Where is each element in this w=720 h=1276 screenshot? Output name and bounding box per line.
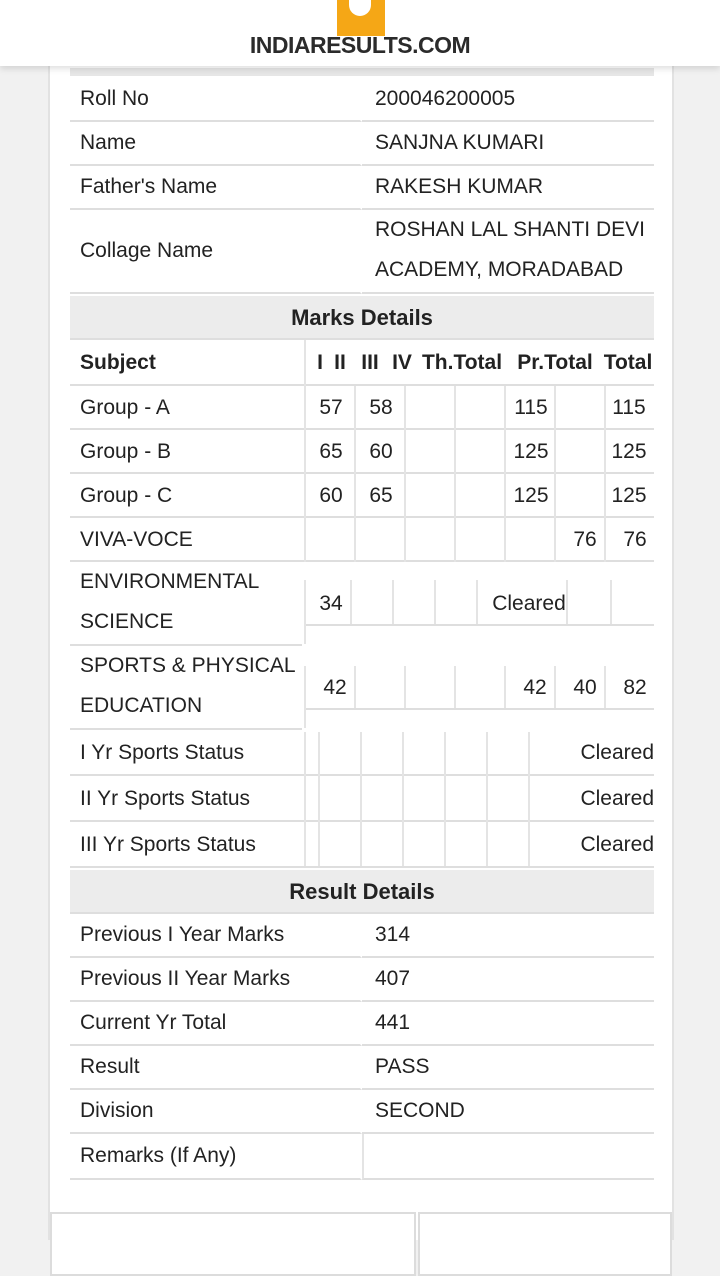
mark-th-total: Cleared: [492, 592, 566, 615]
result-label: Remarks (If Any): [70, 1134, 362, 1180]
col-i: I: [317, 351, 323, 374]
footer-box-right: [418, 1212, 672, 1276]
site-header: [0, 0, 720, 66]
mark-total: 125: [611, 484, 647, 507]
mark-total: 125: [611, 440, 647, 463]
marks-details-heading: Marks Details: [70, 296, 654, 340]
mark-i: 60: [319, 484, 343, 507]
col-total: Total: [603, 351, 653, 374]
result-row: [70, 914, 654, 958]
mark-ii: 60: [369, 440, 393, 463]
subject-name: [80, 562, 259, 642]
subject-name: [80, 646, 296, 726]
father-name-label: Father's Name: [70, 166, 362, 210]
footer-area: [50, 1200, 672, 1260]
name-row: [70, 122, 654, 166]
mark-pr-total: 40: [573, 676, 597, 699]
result-row: [70, 1046, 654, 1090]
marks-row: [70, 430, 654, 474]
mark-ii: 58: [369, 396, 393, 419]
subject-line-2: SCIENCE: [80, 610, 174, 633]
mark-i: 65: [319, 440, 343, 463]
subject-line-2: EDUCATION: [80, 694, 203, 717]
subject-name: II Yr Sports Status: [80, 787, 251, 810]
result-label: Previous I Year Marks: [70, 914, 362, 958]
result-label: Result: [70, 1046, 362, 1090]
marks-row: [70, 730, 654, 776]
result-value: 407: [362, 958, 654, 1002]
college-name-line-2: ACADEMY, MORADABAD: [375, 258, 624, 281]
result-value: PASS: [362, 1046, 654, 1090]
college-name-row: [70, 210, 654, 294]
marks-row: [70, 474, 654, 518]
college-name-line-1: ROSHAN LAL SHANTI DEVI: [375, 218, 645, 241]
mark-total: 115: [612, 396, 646, 419]
subject-name: Group - C: [80, 484, 173, 507]
col-ii: II: [334, 351, 346, 374]
marks-row: [70, 646, 654, 730]
college-name-value: [362, 210, 654, 294]
father-name-value: RAKESH KUMAR: [362, 166, 654, 210]
result-value: 314: [362, 914, 654, 958]
result-row: [70, 1090, 654, 1134]
mark-i: 42: [323, 676, 347, 699]
result-card: [48, 40, 674, 1240]
logo-icon: [337, 0, 385, 36]
mark-th-total: 125: [513, 484, 549, 507]
subject-name: Group - A: [80, 396, 170, 419]
mark-total: Cleared: [580, 741, 654, 764]
mark-total: 82: [623, 676, 647, 699]
result-label: Previous II Year Marks: [70, 958, 362, 1002]
roll-no-value: 200046200005: [362, 78, 654, 122]
result-value: 441: [362, 1002, 654, 1046]
mark-total: 76: [623, 528, 647, 551]
result-row: [70, 958, 654, 1002]
col-th-total: Th.Total: [421, 351, 503, 374]
marks-header-row: [70, 340, 654, 386]
mark-i: 57: [319, 396, 343, 419]
subject-name: I Yr Sports Status: [80, 741, 245, 764]
footer-box-left: [50, 1212, 416, 1276]
mark-th-total: 42: [523, 676, 547, 699]
result-row: [70, 1134, 654, 1180]
subject-line-1: SPORTS & PHYSICAL: [80, 654, 296, 677]
result-value: SECOND: [362, 1090, 654, 1134]
college-name-label: Collage Name: [70, 210, 362, 294]
marks-row: [70, 386, 654, 430]
roll-no-row: [70, 78, 654, 122]
site-logo[interactable]: INDIARESULTS.COM: [249, 32, 471, 58]
name-label: Name: [70, 122, 362, 166]
mark-total: Cleared: [580, 833, 654, 856]
result-value: [362, 1134, 654, 1180]
mark-total: Cleared: [580, 787, 654, 810]
result-label: Division: [70, 1090, 362, 1134]
result-details-heading: Result Details: [70, 870, 654, 914]
roll-no-label: Roll No: [70, 78, 362, 122]
col-iii: III: [361, 351, 379, 374]
marks-row: [70, 822, 654, 868]
mark-th-total: 125: [513, 440, 549, 463]
result-row: [70, 1002, 654, 1046]
col-pr-total: Pr.Total: [517, 351, 593, 374]
col-iv: IV: [392, 351, 412, 374]
result-label: Current Yr Total: [70, 1002, 362, 1046]
marks-row: [70, 776, 654, 822]
subject-name: III Yr Sports Status: [80, 833, 256, 856]
subject-name: VIVA-VOCE: [80, 528, 193, 551]
subject-line-1: ENVIRONMENTAL: [80, 570, 260, 593]
subject-name: Group - B: [80, 440, 172, 463]
col-subject: Subject: [80, 351, 156, 374]
mark-ii: 65: [369, 484, 393, 507]
mark-th-total: 115: [514, 396, 548, 419]
mark-i: 34: [319, 592, 343, 615]
marks-row: [70, 518, 654, 562]
mark-pr-total: 76: [573, 528, 597, 551]
father-name-row: [70, 166, 654, 210]
name-value: SANJNA KUMARI: [362, 122, 654, 166]
